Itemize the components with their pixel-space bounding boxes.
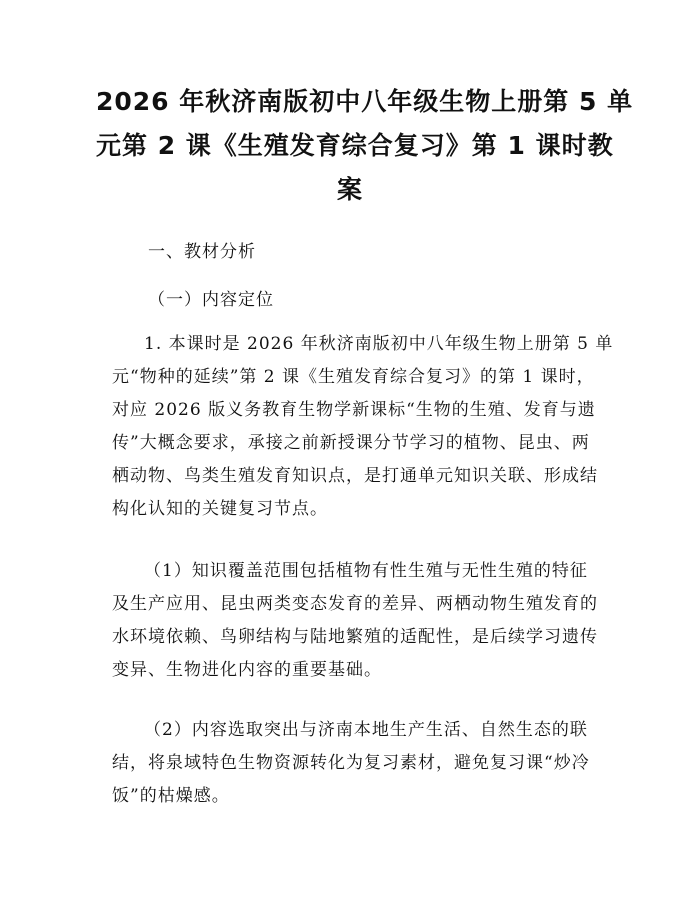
paragraph-line: 构化认知的关键复习节点。: [112, 499, 328, 519]
paragraph-line: 栖动物、鸟类生殖发育知识点，是打通单元知识关联、形成结: [112, 466, 598, 486]
paragraph-line: 对应 2026 版义务教育生物学新课标“生物的生殖、发育与遗: [112, 400, 596, 420]
subsection-heading: （一）内容定位: [148, 290, 274, 310]
paragraph-line: 元“物种的延续”第 2 课《生殖发育综合复习》的第 1 课时，: [112, 367, 595, 387]
paragraph-line: 及生产应用、昆虫两类变态发育的差异、两栖动物生殖发育的: [112, 594, 598, 614]
title-line: 案: [336, 175, 363, 204]
paragraph-line: 变异、生物进化内容的重要基础。: [112, 660, 382, 680]
section-heading: 一、教材分析: [148, 242, 256, 262]
paragraph-line: 传”大概念要求，承接之前新授课分节学习的植物、昆虫、两: [112, 433, 590, 453]
paragraph-line: 1. 本课时是 2026 年秋济南版初中八年级生物上册第 5 单: [144, 334, 614, 354]
paragraph-line: （2）内容选取突出与济南本地生产生活、自然生态的联: [144, 720, 588, 740]
paragraph-line: 结，将泉域特色生物资源转化为复习素材，避免复习课“炒冷: [112, 753, 590, 773]
paragraph-1: [112, 328, 614, 526]
title-line: 2026 年秋济南版初中八年级生物上册第 5 单: [96, 87, 634, 116]
paragraph-2: [112, 555, 602, 687]
paragraph-3: [112, 714, 602, 813]
paragraph-line: 水环境依赖、鸟卵结构与陆地繁殖的适配性，是后续学习遗传: [112, 627, 598, 647]
paragraph-line: 饭”的枯燥感。: [112, 786, 230, 806]
paragraph-line: （1）知识覆盖范围包括植物有性生殖与无性生殖的特征: [144, 561, 588, 581]
title-line: 元第 2 课《生殖发育综合复习》第 1 课时教: [96, 131, 614, 160]
document-title: [96, 80, 634, 212]
